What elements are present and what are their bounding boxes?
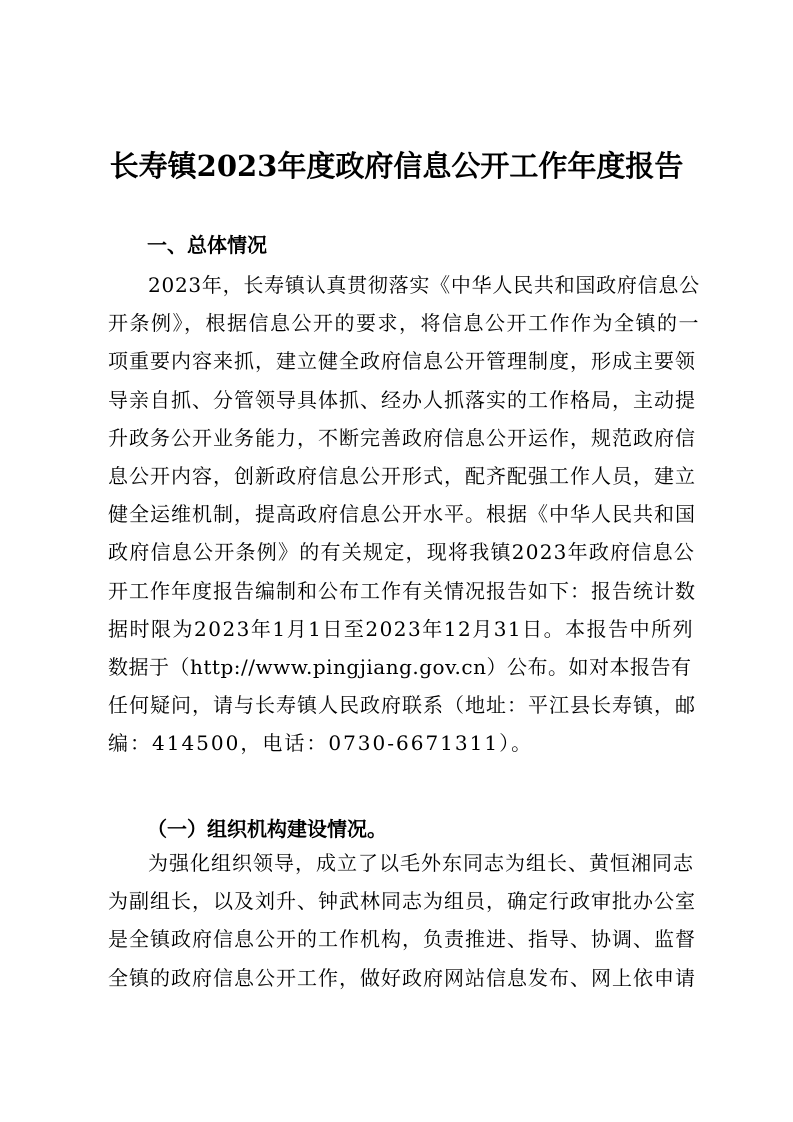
paragraph-line: 为强化组织领导，成立了以毛外东同志为组长、黄恒湘同志	[148, 851, 694, 875]
paragraph-line: 升政务公开业务能力，不断完善政府信息公开运作，规范政府信	[108, 425, 696, 450]
paragraph-line: 开条例》，根据信息公开的要求，将信息公开工作作为全镇的一	[108, 311, 700, 336]
paragraph-line: 据时限为2023年1月1日至2023年12月31日。本报告中所列	[108, 616, 695, 641]
paragraph-line: 政府信息公开条例》的有关规定，现将我镇2023年政府信息公	[108, 540, 696, 565]
paragraph-line: 数据于（http://www.pingjiang.gov.cn）公布。如对本报告有	[108, 654, 692, 679]
paragraph-organization	[108, 846, 700, 999]
page-title: 长寿镇2023年度政府信息公开工作年度报告	[109, 149, 684, 183]
paragraph-line: 为副组长，以及刘升、钟武林同志为组员，确定行政审批办公室	[108, 889, 696, 914]
paragraph-line: 健全运维机制，提高政府信息公开水平。根据《中华人民共和国	[108, 502, 696, 527]
subsection-heading-organization: （一）组织机构建设情况。	[147, 817, 387, 841]
paragraph-line: 项重要内容来抓，建立健全政府信息公开管理制度，形成主要领	[108, 349, 696, 374]
paragraph-line: 息公开内容，创新政府信息公开形式，配齐配强工作人员，建立	[108, 463, 696, 488]
paragraph-line: 全镇的政府信息公开工作，做好政府网站信息发布、网上依申请	[108, 965, 696, 990]
paragraph-overview	[108, 268, 700, 764]
paragraph-line: 是全镇政府信息公开的工作机构，负责推进、指导、协调、监督	[108, 927, 696, 952]
paragraph-line: 开工作年度报告编制和公布工作有关情况报告如下：报告统计数	[108, 578, 696, 603]
section-heading-overview: 一、总体情况	[147, 233, 267, 257]
paragraph-line: 任何疑问，请与长寿镇人民政府联系（地址：平江县长寿镇，邮	[108, 693, 696, 718]
paragraph-line: 导亲自抓、分管领导具体抓、经办人抓落实的工作格局，主动提	[108, 387, 696, 412]
paragraph-line: 2023年，长寿镇认真贯彻落实《中华人民共和国政府信息公	[148, 273, 700, 297]
paragraph-line: 编：414500，电话：0730-6671311）。	[108, 731, 534, 756]
